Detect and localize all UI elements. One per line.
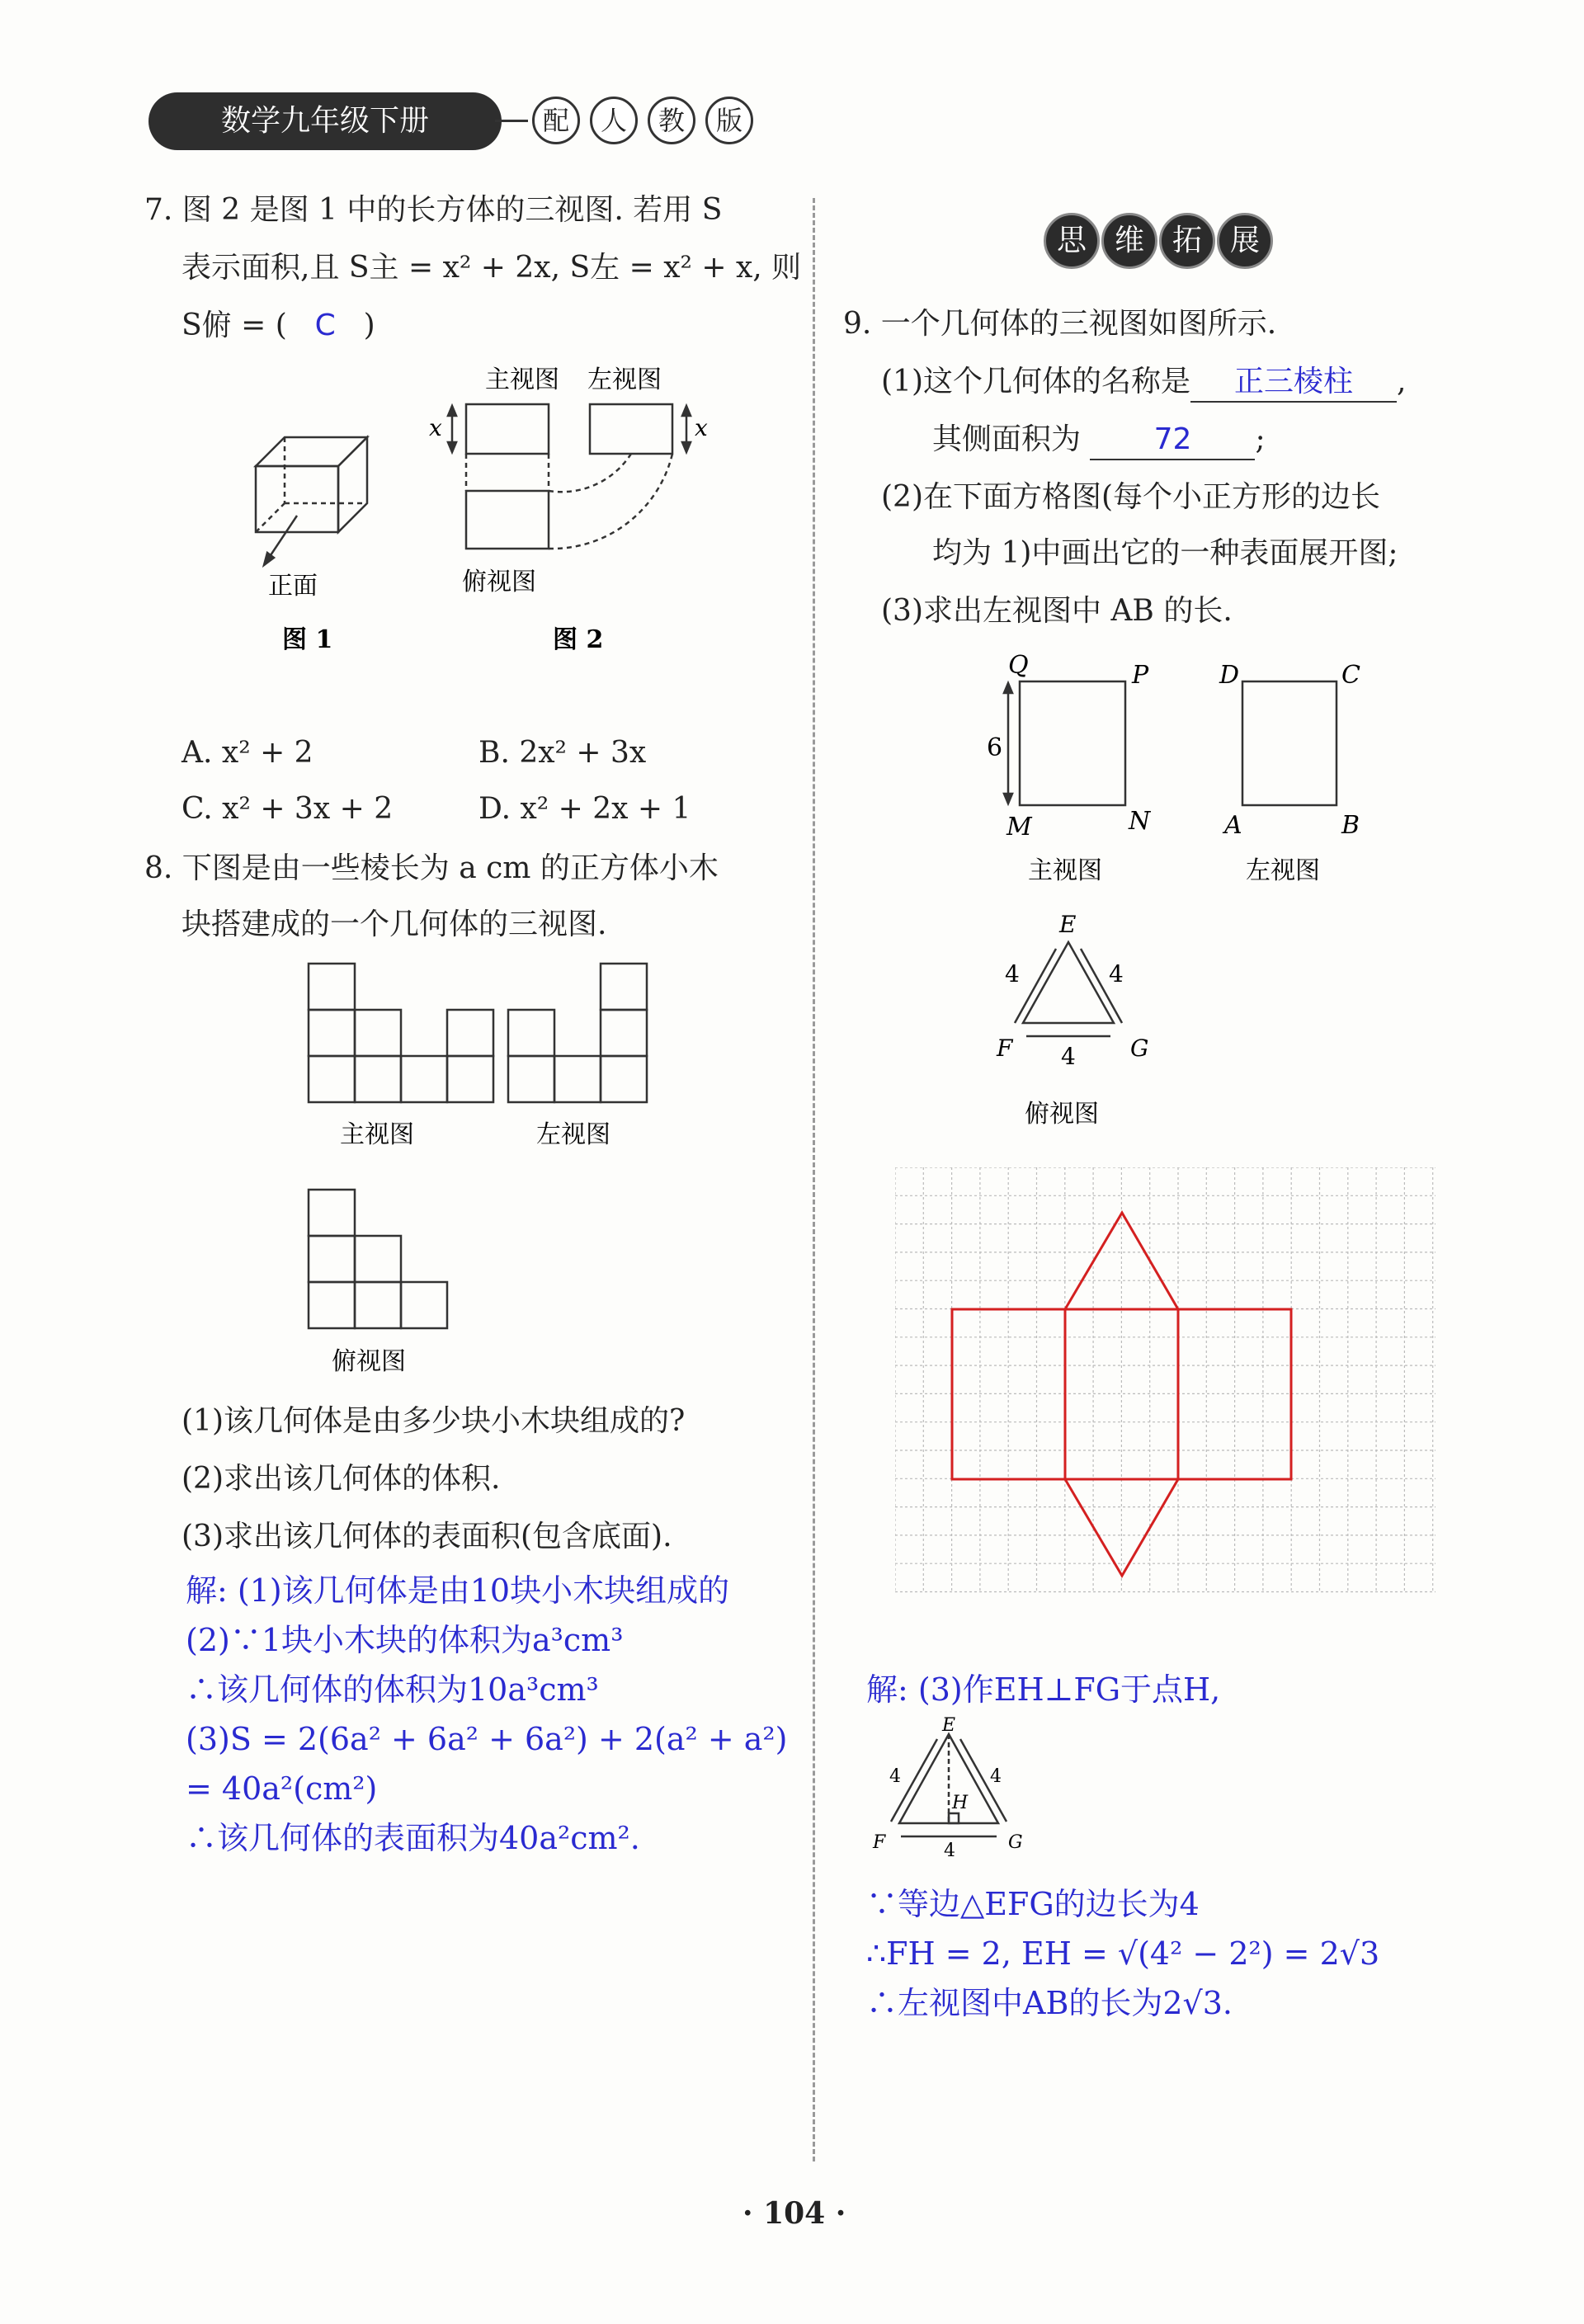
sol-label-h: H: [952, 1793, 969, 1813]
header-title: 数学九年级下册: [148, 92, 502, 150]
fig1-front-label: 正面: [268, 572, 318, 601]
label-d: D: [1219, 661, 1240, 690]
sol-label-four-left: 4: [889, 1766, 901, 1787]
q9-s1-prefix: (1)这个几何体的名称是: [881, 365, 1190, 398]
q7-line3: [182, 307, 375, 345]
q9-solution-2: ∵等边△EFG的边长为4: [866, 1886, 1200, 1922]
label-four-right: 4: [1109, 960, 1124, 988]
label-q: Q: [1008, 652, 1029, 680]
sol-label-f: F: [873, 1832, 886, 1853]
q8-solution-2: (2)∵1块小木块的体积为a³cm³: [186, 1622, 624, 1658]
section-char-3: 拓: [1159, 213, 1215, 269]
q9-solution-1: 解: (3)作EH⊥FG于点H,: [866, 1671, 1221, 1708]
q7-figures: [231, 355, 759, 668]
cuboid-figure: [256, 437, 367, 565]
section-char-1: 思: [1044, 213, 1100, 269]
q7-line2: 表示面积,且 S主 = x² + 2x, S左 = x² + x, 则: [182, 251, 802, 285]
header-connector: [495, 120, 528, 122]
q8-line1: 8. 下图是由一些棱长为 a cm 的正方体小木: [144, 851, 719, 885]
badge-char-1: 配: [532, 97, 580, 144]
label-n: N: [1129, 807, 1151, 836]
badge-char-3: 教: [648, 97, 695, 144]
q7-option-d: D. x² + 2x + 1: [478, 792, 691, 826]
q8-top-view-label: 俯视图: [332, 1347, 406, 1376]
q9-left-view-label: 左视图: [1246, 856, 1320, 885]
q8-sub1: (1)该几何体是由多少块小木块组成的?: [182, 1404, 686, 1438]
q9-top-view-label: 俯视图: [1025, 1100, 1099, 1129]
q9-s1: [881, 363, 1406, 403]
q7-line3-suffix: ): [363, 309, 375, 342]
badge-char-2: 人: [590, 97, 638, 144]
fig2-x-right: x: [695, 414, 708, 441]
label-six: 6: [987, 733, 1003, 762]
q9-s1b-prefix: 其侧面积为: [932, 422, 1082, 456]
fig2-left-label: 左视图: [587, 365, 662, 394]
q9-solution-3: ∴FH = 2, EH = √(4² − 2²) = 2√3: [866, 1935, 1380, 1972]
fig2-top-label: 俯视图: [462, 568, 536, 596]
fig2-x-left: x: [429, 414, 442, 441]
label-four-left: 4: [1005, 960, 1020, 988]
three-view-figure: [448, 404, 691, 549]
section-char-2: 维: [1101, 213, 1157, 269]
sol-label-e: E: [942, 1716, 956, 1736]
label-m: M: [1006, 813, 1032, 841]
column-divider: [813, 198, 815, 2161]
q7-option-c: C. x² + 3x + 2: [182, 792, 394, 826]
fig1-caption: 图 1: [282, 625, 333, 654]
q8-views: [297, 957, 676, 1386]
label-b: B: [1341, 811, 1360, 840]
q9-solution-figure: [866, 1716, 1048, 1864]
sol-label-four-bottom: 4: [944, 1841, 955, 1861]
q8-sub3: (3)求出该几何体的表面积(包含底面).: [182, 1520, 672, 1553]
q8-sub2: (2)求出该几何体的体积.: [182, 1462, 501, 1496]
label-f: F: [997, 1035, 1013, 1062]
q7-line1: 7. 图 2 是图 1 中的长方体的三视图. 若用 S: [144, 193, 723, 227]
section-char-4: 展: [1217, 213, 1273, 269]
q8-solution-1: 解: (1)该几何体是由10块小木块组成的: [186, 1572, 730, 1609]
q9-main-view-label: 主视图: [1028, 856, 1102, 885]
q9-s2a: (2)在下面方格图(每个小正方形的边长: [881, 480, 1381, 514]
label-e: E: [1059, 911, 1077, 938]
q7-answer: C: [314, 309, 336, 342]
q9-views: [974, 652, 1402, 1147]
q8-solution-4: (3)S = 2(6a² + 6a² + 6a²) + 2(a² + a²): [186, 1721, 788, 1757]
fig2-main-label: 主视图: [485, 365, 559, 394]
q9-s1-answer: 正三棱柱: [1190, 363, 1397, 403]
fig2-caption: 图 2: [553, 625, 604, 654]
page-number: · 104 ·: [742, 2196, 846, 2231]
q9-line1: 9. 一个几何体的三视图如图所示.: [843, 307, 1277, 341]
q9-solution-4: ∴左视图中AB的长为2√3.: [866, 1985, 1233, 2021]
q7-line3-prefix: S俯 = (: [182, 309, 287, 342]
q9-s1b-answer: 72: [1090, 421, 1255, 460]
q9-s3: (3)求出左视图中 AB 的长.: [881, 594, 1233, 628]
sol-label-g: G: [1008, 1832, 1023, 1853]
q8-line2: 块搭建成的一个几何体的三视图.: [182, 907, 607, 941]
q7-option-a: A. x² + 2: [182, 736, 314, 770]
q8-main-view-label: 主视图: [340, 1120, 414, 1149]
q8-solution-3: ∴该几何体的体积为10a³cm³: [186, 1671, 599, 1708]
label-a: A: [1224, 811, 1242, 840]
label-g: G: [1130, 1035, 1149, 1062]
q9-s1b-suffix: ;: [1255, 422, 1266, 456]
label-p: P: [1132, 661, 1149, 690]
q8-solution-5: = 40a²(cm²): [186, 1770, 378, 1807]
q9-s1b: [932, 421, 1266, 460]
label-four-bottom: 4: [1061, 1043, 1076, 1070]
q7-option-b: B. 2x² + 3x: [478, 736, 647, 770]
q9-s1-suffix: ,: [1397, 365, 1407, 398]
q8-solution-6: ∴该几何体的表面积为40a²cm².: [186, 1820, 640, 1856]
q9-s2b: 均为 1)中画出它的一种表面展开图;: [932, 536, 1398, 570]
badge-char-4: 版: [705, 97, 753, 144]
sol-label-four-right: 4: [990, 1766, 1002, 1787]
q8-left-view-label: 左视图: [536, 1120, 610, 1149]
label-c: C: [1341, 661, 1360, 690]
net-grid: [895, 1167, 1440, 1596]
